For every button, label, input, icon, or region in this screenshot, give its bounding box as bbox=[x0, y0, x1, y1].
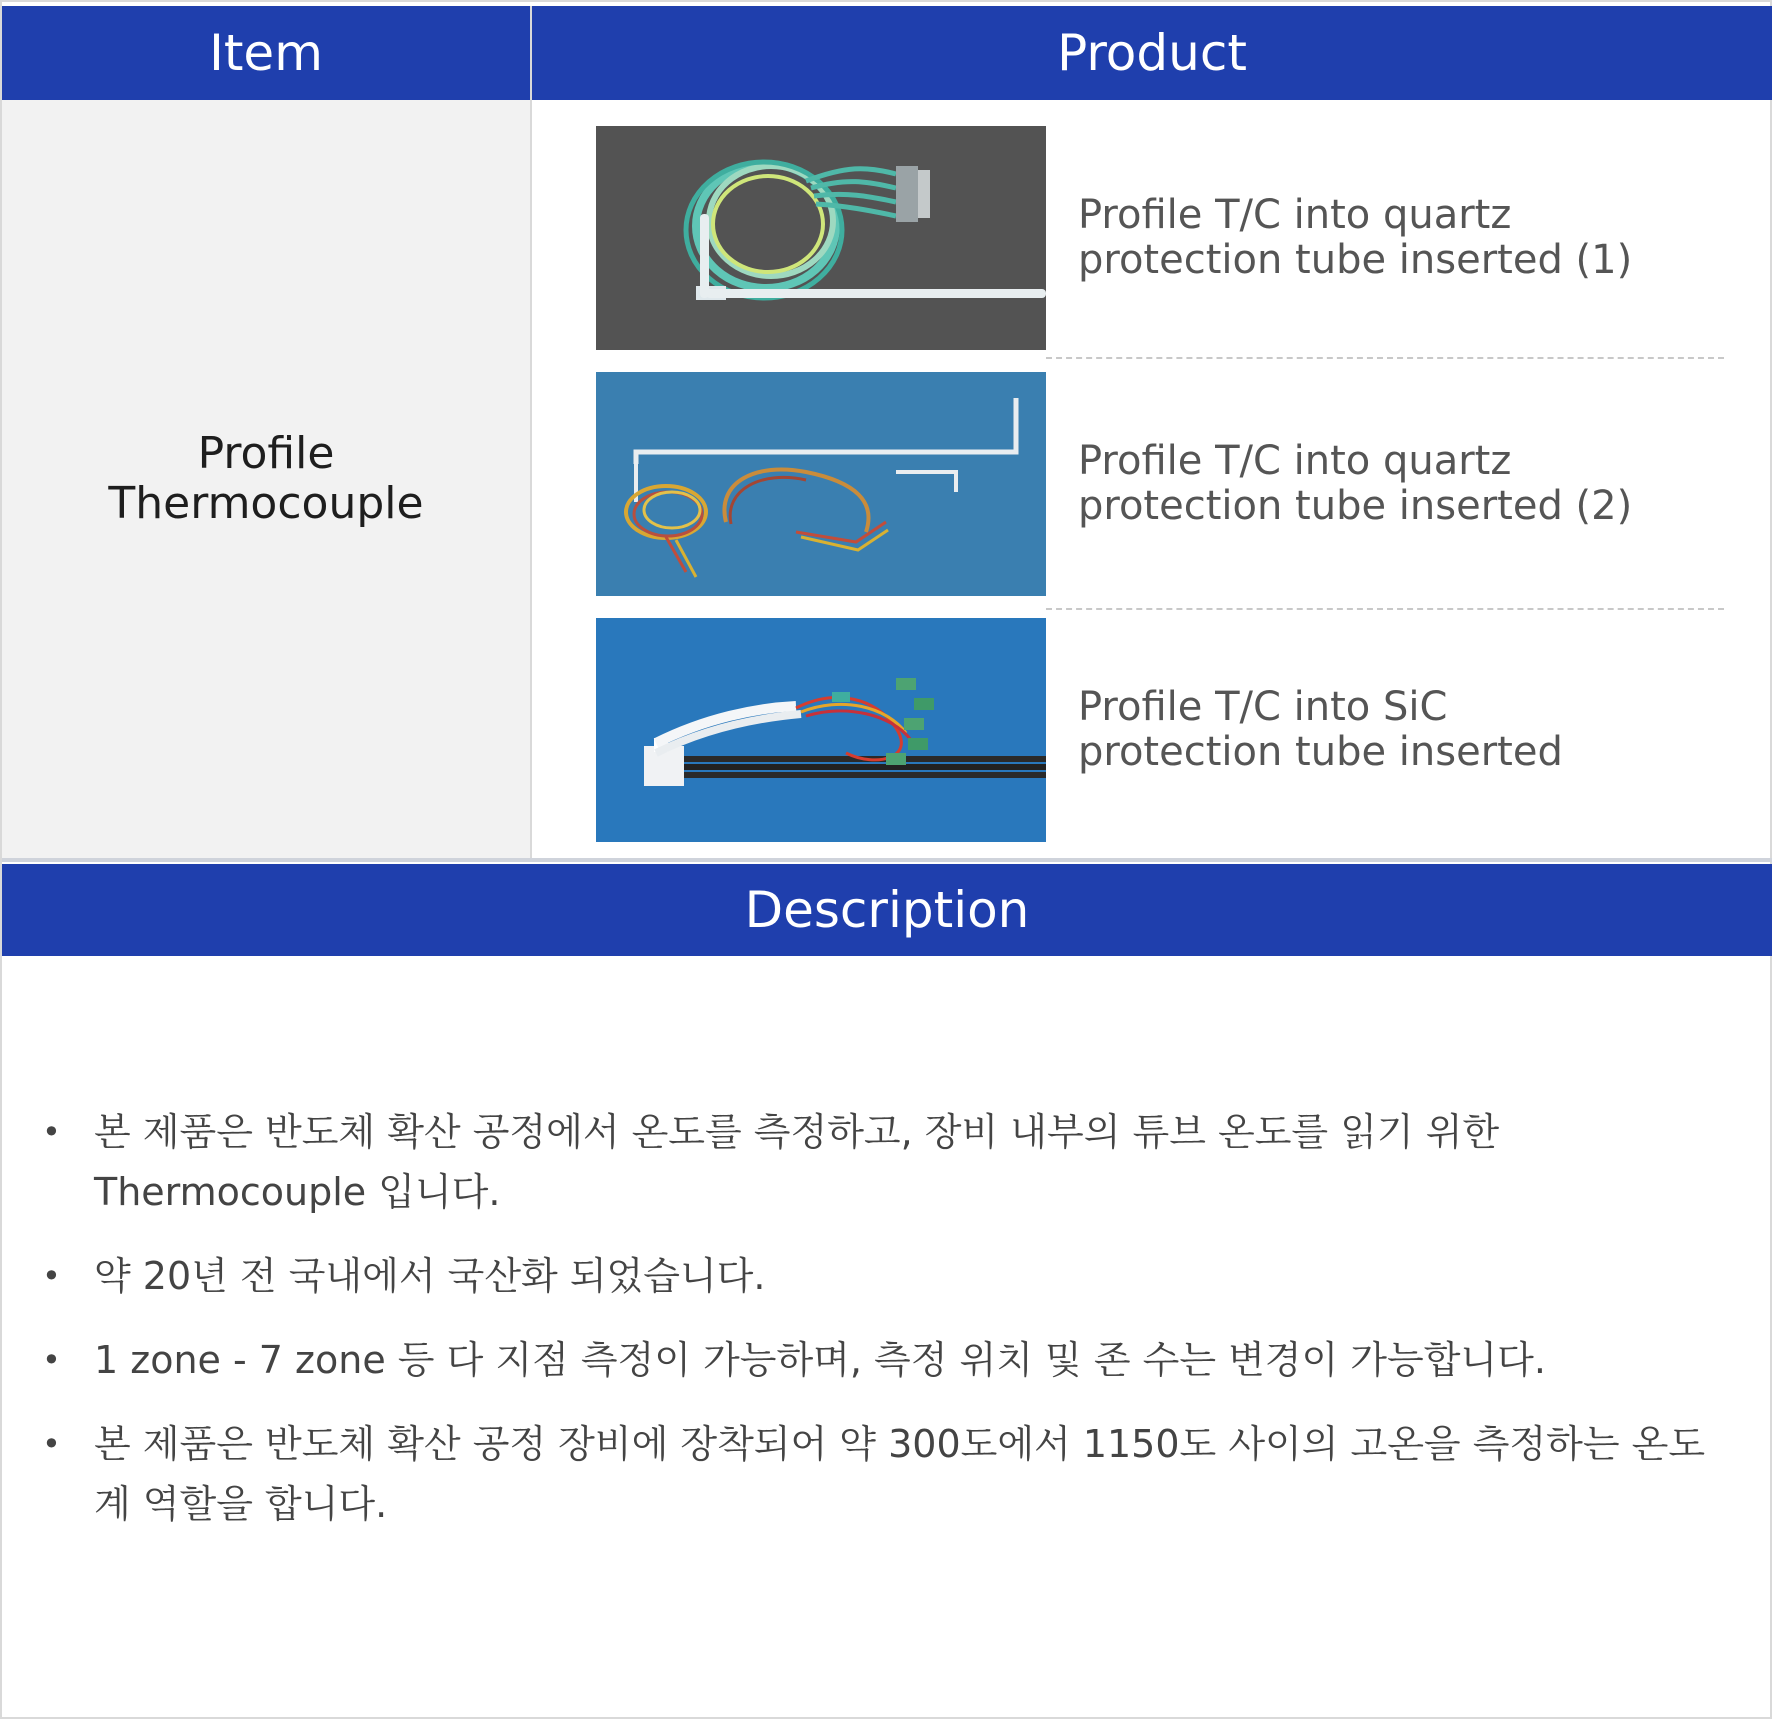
product-cell bbox=[532, 100, 1772, 858]
product-column-header: Product bbox=[1057, 24, 1247, 82]
item-name bbox=[108, 429, 423, 529]
profile-tc-quartz-1-photo bbox=[596, 126, 1046, 350]
product-caption-2-line1: Profile T/C into quartz bbox=[1078, 438, 1512, 484]
product-caption-3-line2: protection tube inserted bbox=[1078, 729, 1563, 775]
table-header-row bbox=[2, 6, 1772, 100]
item-name-line2: Thermocouple bbox=[108, 478, 424, 529]
product-caption-1 bbox=[1046, 126, 1724, 350]
product-caption-2 bbox=[1046, 372, 1724, 596]
profile-tc-sic-photo bbox=[596, 618, 1046, 842]
product-divider-2 bbox=[1046, 608, 1724, 610]
description-bullet-1-text: 본 제품은 반도체 확산 공정에서 온도를 측정하고, 장비 내부의 튜브 온도를 읽기 위한 Thermocouple 입니다. bbox=[94, 1110, 1500, 1214]
bullet-dot-icon: • bbox=[42, 1425, 61, 1463]
profile-tc-quartz-2-photo bbox=[596, 372, 1046, 596]
product-divider-1 bbox=[1046, 357, 1724, 359]
item-name-line1: Profile bbox=[197, 428, 335, 479]
product-entry-1 bbox=[596, 126, 1724, 350]
item-column-header: Item bbox=[2, 6, 532, 100]
product-photo-1 bbox=[596, 126, 1046, 350]
description-bullet-3 bbox=[2, 1330, 1772, 1390]
product-caption-3-line1: Profile T/C into SiC bbox=[1078, 684, 1448, 730]
description-bullet-3-text: 1 zone - 7 zone 등 다 지점 측정이 가능하며, 측정 위치 및 존 수는 변경이 가능합니다. bbox=[94, 1338, 1546, 1382]
bullet-dot-icon: • bbox=[42, 1341, 61, 1379]
product-caption-3 bbox=[1046, 618, 1724, 842]
product-photo-2 bbox=[596, 372, 1046, 596]
product-caption-2-line2: protection tube inserted (2) bbox=[1078, 483, 1633, 529]
description-bullet-4 bbox=[2, 1414, 1772, 1534]
product-entry-3 bbox=[596, 618, 1724, 842]
description-body bbox=[2, 1102, 1772, 1558]
item-cell bbox=[2, 100, 532, 858]
bullet-dot-icon: • bbox=[42, 1113, 61, 1151]
description-bullet-2 bbox=[2, 1246, 1772, 1306]
description-bullet-1 bbox=[2, 1102, 1772, 1222]
product-caption-1-line2: protection tube inserted (1) bbox=[1078, 237, 1633, 283]
description-header: Description bbox=[2, 864, 1772, 956]
product-caption-1-line1: Profile T/C into quartz bbox=[1078, 192, 1512, 238]
product-entry-2 bbox=[596, 372, 1724, 596]
bullet-dot-icon: • bbox=[42, 1257, 61, 1295]
table-body-row bbox=[2, 100, 1772, 862]
description-bullet-2-text: 약 20년 전 국내에서 국산화 되었습니다. bbox=[94, 1254, 766, 1298]
product-photo-3 bbox=[596, 618, 1046, 842]
description-bullet-4-text: 본 제품은 반도체 확산 공정 장비에 장착되어 약 300도에서 1150도 사이의 고온을 측정하는 온도계 역할을 합니다. bbox=[94, 1422, 1706, 1526]
